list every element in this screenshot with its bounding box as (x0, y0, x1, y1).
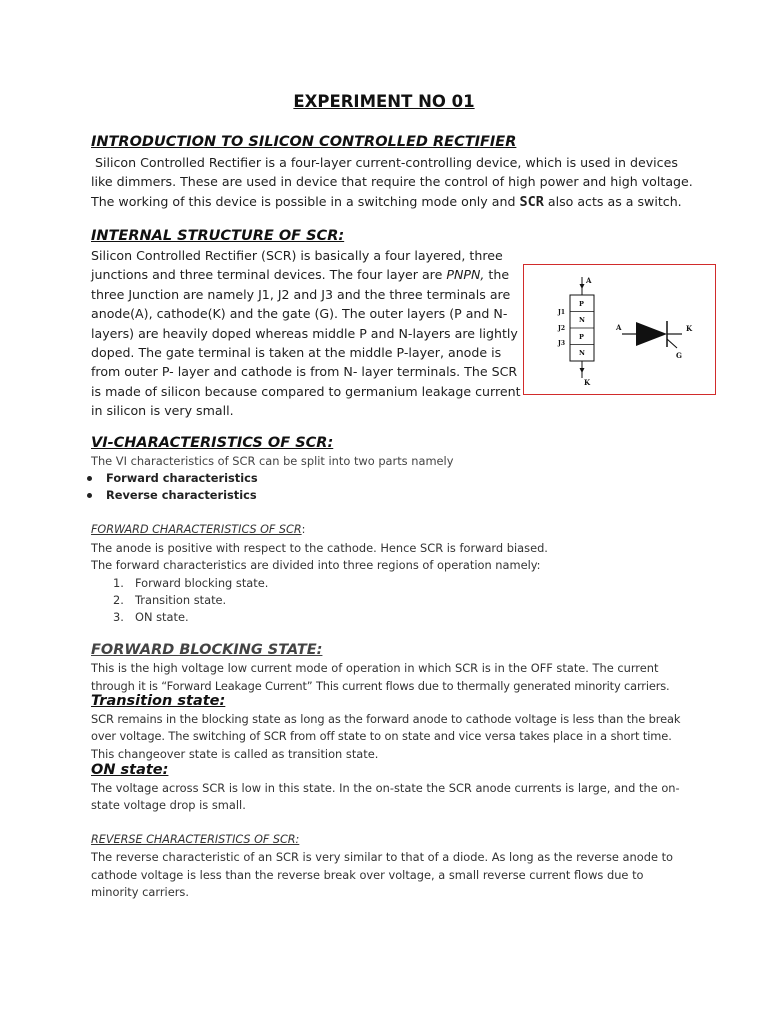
forward-item-2 (113, 592, 226, 609)
intro-line-3b: also acts as a switch. (543, 193, 682, 209)
label-a-symbol: A (616, 323, 622, 332)
structure-line-2: junctions and three terminal devices. The four layer are (91, 267, 447, 283)
scr-term: SCR (519, 193, 544, 210)
label-g-symbol: G (676, 351, 682, 360)
bullet-reverse-text: Reverse characteristics (106, 488, 257, 502)
intro-heading: INTRODUCTION TO SILICON CONTROLLED RECTIFIER (91, 134, 517, 150)
forward-line-1: The anode is positive with respect to the cathode. Hence SCR is forward biased. (91, 541, 548, 555)
bullet-forward (87, 471, 258, 485)
bullet-dot (87, 493, 92, 498)
structure-line-5: layers) are heavily doped whereas middle P and N-layers are lightly (91, 325, 518, 341)
symbol-gate-wire (667, 339, 677, 348)
item-text: ON state. (135, 610, 189, 624)
cathode-arrow (580, 368, 585, 373)
blocking-line-2: through it is “Forward Leakage Current” This current flows due to thermally generated minority carriers. (91, 679, 670, 693)
transition-line-1: SCR remains in the blocking state as long as the forward anode to cathode voltage is less than the break (91, 712, 681, 726)
item-number: 1. (113, 576, 124, 590)
bullet-forward-text: Forward characteristics (106, 471, 258, 485)
transition-line-2: over voltage. The switching of SCR from off state to on state and vice versa takes place in a short time. (91, 729, 672, 743)
reverse-heading: REVERSE CHARACTERISTICS OF SCR: (91, 833, 300, 846)
on-heading: ON state: (91, 762, 169, 778)
layer-p1: P (579, 300, 584, 308)
label-a-top: A (586, 276, 592, 285)
forward-heading-line (91, 523, 305, 536)
scr-diagram (524, 265, 715, 394)
structure-line-1: Silicon Controlled Rectifier (SCR) is basically a four layered, three (91, 248, 503, 263)
transition-heading: Transition state: (91, 693, 226, 709)
item-text: Forward blocking state. (135, 576, 269, 590)
layer-n2: N (579, 349, 585, 357)
structure-line-3: three Junction are namely J1, J2 and J3 and the three terminals are (91, 286, 511, 302)
page-title: EXPERIMENT NO 01 (293, 92, 475, 111)
structure-heading: INTERNAL STRUCTURE OF SCR: (91, 228, 345, 244)
forward-line-2: The forward characteristics are divided into three regions of operation namely: (91, 558, 541, 572)
bullet-dot (87, 476, 92, 481)
anode-arrow (580, 284, 585, 289)
intro-line-3a: The working of this device is possible in a switching mode only and (91, 193, 520, 209)
vi-intro: The VI characteristics of SCR can be split into two parts namely (91, 454, 454, 468)
forward-item-1 (113, 575, 268, 592)
pnpn-term: PNPN, (446, 267, 485, 283)
intro-line-1: Silicon Controlled Rectifier is a four-layer current-controlling device, which is used in devices (91, 155, 678, 170)
intro-line-2: like dimmers. These are used in device that require the control of high power and high voltage. (91, 174, 693, 190)
structure-line-7: from outer P- layer and cathode is from N- layer terminals. The SCR (91, 364, 518, 380)
forward-heading: FORWARD CHARACTERISTICS OF SCR (91, 523, 302, 536)
transition-line-3: This changeover state is called as transition state. (91, 747, 379, 761)
scr-structure-figure (523, 264, 716, 395)
intro-paragraph (91, 153, 693, 212)
structure-line-8: is made of silicon because compared to germanium leakage current (91, 383, 521, 399)
bullet-reverse (87, 488, 257, 502)
label-j2: J2 (558, 325, 566, 332)
vi-heading: VI-CHARACTERISTICS OF SCR: (91, 435, 334, 451)
item-number: 2. (113, 593, 124, 607)
structure-line-6: doped. The gate terminal is taken at the middle P-layer, anode is (91, 345, 502, 361)
forward-item-3 (113, 609, 189, 626)
blocking-heading: FORWARD BLOCKING STATE: (91, 642, 323, 658)
label-k-symbol: K (686, 324, 693, 333)
layer-n1: N (579, 316, 585, 324)
forward-heading-colon: : (301, 523, 306, 536)
structure-paragraph (91, 246, 521, 421)
structure-line-2-end: the (484, 267, 510, 283)
structure-line-4: anode(A), cathode(K) and the gate (G). The outer layers (P and N- (91, 306, 508, 322)
item-text: Transition state. (135, 593, 227, 607)
blocking-line-1: This is the high voltage low current mode of operation in which SCR is in the OFF state. The current (91, 661, 659, 675)
reverse-line-1: The reverse characteristic of an SCR is very similar to that of a diode. As long as the reverse anode to (91, 850, 674, 864)
label-k-bottom: K (584, 378, 591, 387)
layer-p2: P (579, 333, 584, 341)
reverse-line-2: cathode voltage is less than the reverse break over voltage, a small reverse current flows due to (91, 868, 644, 882)
label-j3: J3 (558, 340, 566, 347)
on-line-1: The voltage across SCR is low in this state. In the on-state the SCR anode currents is large, and the on- (91, 781, 680, 795)
label-j1: J1 (558, 309, 566, 316)
on-line-2: state voltage drop is small. (91, 798, 246, 812)
thyristor-triangle (636, 322, 667, 346)
reverse-line-3: minority carriers. (91, 885, 189, 899)
structure-line-9: in silicon is very small. (91, 403, 234, 419)
item-number: 3. (113, 610, 124, 624)
